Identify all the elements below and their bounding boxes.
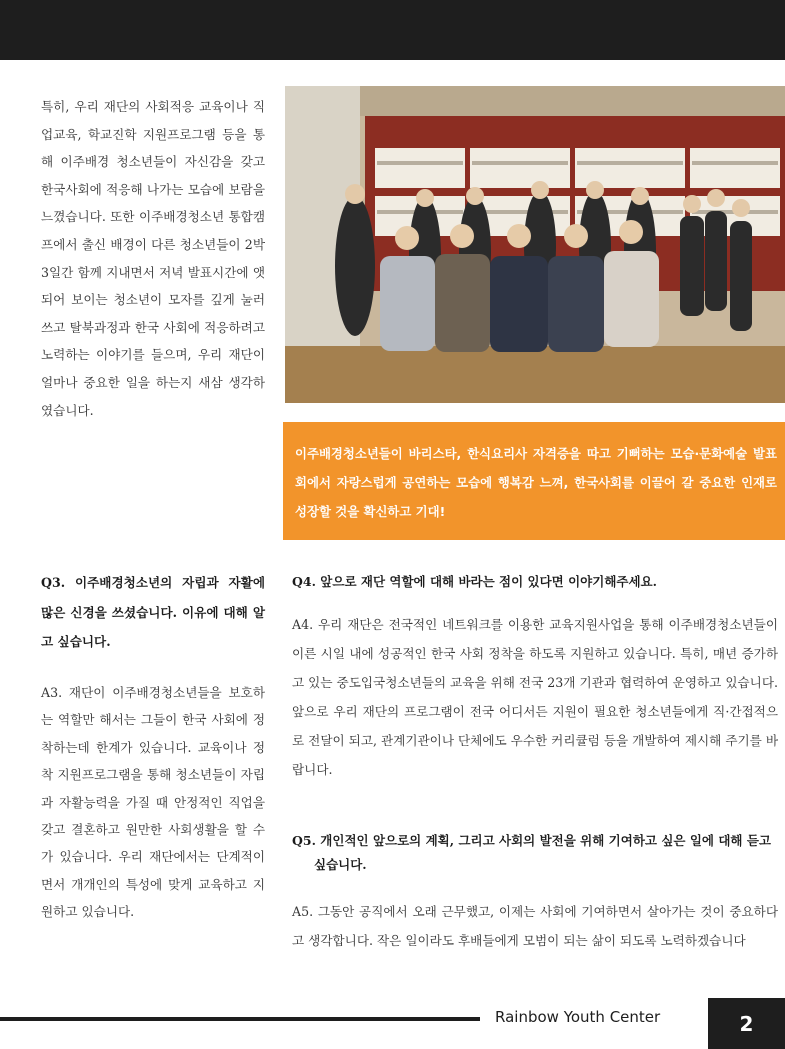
group-photo: [285, 86, 785, 403]
question-4: Q4. 앞으로 재단 역할에 대해 바라는 점이 있다면 이야기해주세요.: [292, 574, 657, 589]
question-5: Q5. 개인적인 앞으로의 계획, 그리고 사회의 발전을 위해 기여하고 싶은 일에 대해 듣고 싶습니다.: [292, 833, 771, 872]
answer-3: A3. 재단이 이주배경청소년들을 보호하는 역할만 해서는 그들이 한국 사회에 정착하는데 한계가 있습니다. 교육이나 정착 지원프로그램을 통해 청소년들이 자립과 자활능력을 가질 때 안정적인 직업을 갖고 결혼하고 원만한 사회생활을 할 수가 있습니다. 우리 재단에서는 단계적이면서 개개인의 특성에 맞게 교육하고 지원하고 있습니다.: [41, 685, 265, 920]
footer-title: Rainbow Youth Center: [495, 1008, 661, 1026]
answer-4: A4. 우리 재단은 전국적인 네트워크를 이용한 교육지원사업을 통해 이주배경청소년들이 이른 시일 내에 성공적인 한국 사회 정착을 하도록 지원하고 있습니다. 특히, 매년 증가하고 있는 중도입국청소년들의 교육을 위해 전국 23개 기관과 협력하여 운영하고 있습니다. 앞으로 우리 재단의 프로그램이 전국 어디서든 지원이 필요한 청소년들에게 직·간접적으로 전달이 되고, 관계기관이나 단체에도 우수한 커리큘럼 등을 개발하여 제시해 주기를 바랍니다.: [292, 617, 778, 778]
question-3: Q3. 이주배경청소년의 자립과 자활에 많은 신경을 쓰셨습니다. 이유에 대해 알고 싶습니다.: [41, 575, 265, 649]
header-bar: [0, 0, 785, 60]
highlight-callout: 이주배경청소년들이 바리스타, 한식요리사 자격증을 따고 기뻐하는 모습·문화예술 발표회에서 자랑스럽게 공연하는 모습에 행복감 느껴, 한국사회를 이끌어 갈 중요한 인재로 성장할 것을 확신하고 기대!: [283, 422, 785, 540]
intro-paragraph: 특히, 우리 재단의 사회적응 교육이나 직업교육, 학교진학 지원프로그램 등을 통해 이주배경 청소년들이 자신감을 갖고 한국사회에 적응해 나가는 모습에 보람을 느꼈습니다. 또한 이주배경청소년 통합캠프에서 출신 배경이 다른 청소년들이 2박 3일간 함께 지내면서 저녁 발표시간에 앳되어 보이는 청소년이 모자를 깊게 눌러 쓰고 탈북과정과 한국 사회에 적응하려고 노력하는 이야기를 들으며, 우리 재단이 얼마나 중요한 일을 하는지 새삼 생각하였습니다.: [41, 99, 265, 418]
page-number: 2: [708, 998, 785, 1049]
footer-rule: [0, 1017, 480, 1021]
group-photo-illustration: [285, 86, 785, 403]
answer-5: A5. 그동안 공직에서 오래 근무했고, 이제는 사회에 기여하면서 살아가는 것이 중요하다고 생각합니다. 작은 일이라도 후배들에게 모범이 되는 삶이 되도록 노력하겠습니다: [292, 904, 778, 948]
